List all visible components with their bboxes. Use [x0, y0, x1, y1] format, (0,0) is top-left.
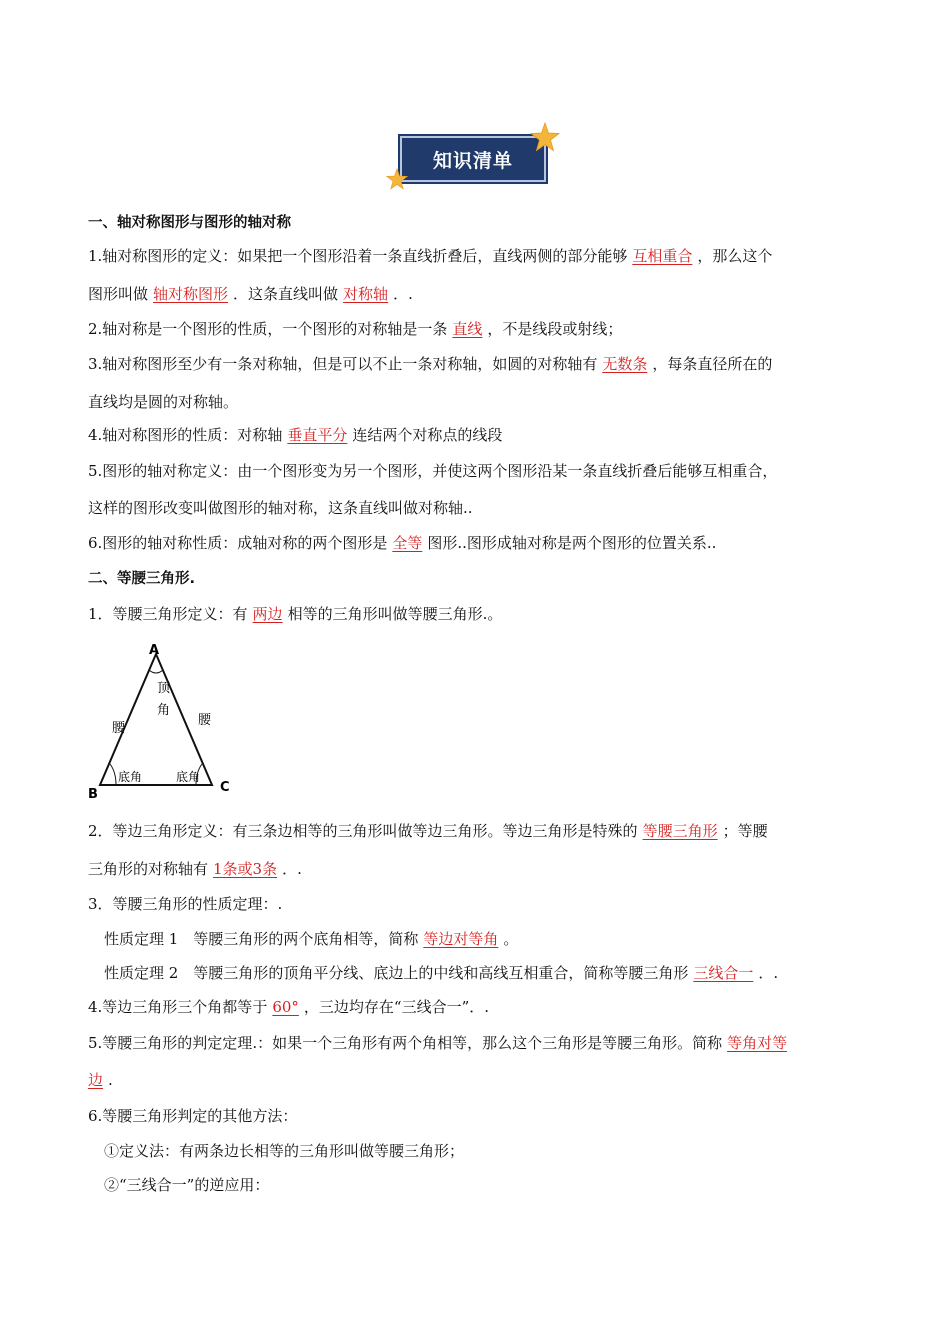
- text: ，每条直径所在的: [652, 355, 773, 373]
- text: 2.轴对称是一个图形的性质，一个图形的对称轴是一条: [88, 320, 448, 338]
- text: 性质定理 1 等腰三角形的两个底角相等，简称: [104, 930, 419, 948]
- apex-label-1: 顶: [157, 681, 171, 696]
- paragraph-1-cont: [88, 284, 413, 304]
- text: ，那么这个: [697, 247, 773, 265]
- apex-angle-arc: [149, 670, 163, 673]
- paragraph-1: [88, 246, 772, 266]
- section-heading-2: 二、等腰三角形.: [88, 571, 196, 587]
- theorem-1: [104, 929, 518, 949]
- answer-blank: 三线合一: [693, 964, 754, 982]
- answer-blank: 等腰三角形: [642, 822, 718, 840]
- section-heading-1: 一、轴对称图形与图形的轴对称: [88, 215, 291, 231]
- apex-label-2: 角: [157, 703, 171, 718]
- paragraph-3-cont: 直线均是圆的对称轴。: [88, 393, 239, 411]
- text: ．.: [282, 860, 302, 878]
- answer-blank: 垂直平分: [287, 426, 348, 444]
- text: 三角形的对称轴有: [88, 860, 209, 878]
- item-4: [88, 997, 489, 1017]
- theorem-2: [104, 963, 778, 983]
- paragraph-2: [88, 319, 622, 339]
- text: 性质定理 2 等腰三角形的顶角平分线、底边上的中线和高线互相重合，简称等腰三角形: [104, 964, 689, 982]
- answer-blank: 等角对等: [727, 1034, 788, 1052]
- text: ，三边均存在“三线合一”．.: [303, 998, 490, 1016]
- text: 连结两个对称点的线段: [352, 426, 503, 444]
- text: ．.: [758, 964, 779, 982]
- item-2: [88, 821, 768, 841]
- item-6: 6.等腰三角形判定的其他方法：: [88, 1107, 298, 1125]
- answer-blank: 轴对称图形: [153, 285, 229, 303]
- paragraph-6: [88, 533, 716, 553]
- item-1: [88, 604, 502, 624]
- item-2-cont: [88, 859, 302, 879]
- answer-blank: 无数条: [602, 355, 648, 373]
- answer-blank: 等边对等角: [423, 930, 499, 948]
- banner-title: 知识清单: [432, 149, 513, 172]
- text: ．这条直线叫做: [233, 285, 339, 303]
- text: 1．等腰三角形定义：有: [88, 605, 248, 623]
- text: 5.等腰三角形的判定定理.：如果一个三角形有两个角相等，那么这个三角形是等腰三角形。简称: [88, 1034, 723, 1052]
- text: 4.轴对称图形的性质：对称轴: [88, 426, 283, 444]
- star-icon: [386, 168, 408, 190]
- item-5: [88, 1033, 787, 1053]
- text: 。: [503, 930, 519, 948]
- base-angle-arc-left: [110, 764, 116, 785]
- triangle-shape: [100, 654, 212, 785]
- text: .: [108, 1071, 113, 1089]
- paragraph-4: [88, 425, 502, 445]
- method-1: ①定义法：有两条边长相等的三角形叫做等腰三角形；: [104, 1142, 465, 1160]
- base-angle-right-label: 底角: [176, 770, 201, 784]
- answer-blank: 边: [88, 1071, 104, 1089]
- answer-blank: 直线: [452, 320, 483, 338]
- text: 1.轴对称图形的定义：如果把一个图形沿着一条直线折叠后，直线两侧的部分能够: [88, 247, 628, 265]
- base-angle-left-label: 底角: [118, 770, 143, 784]
- text: 图形叫做: [88, 285, 149, 303]
- isosceles-triangle-diagram: [86, 640, 246, 805]
- answer-blank: 互相重合: [632, 247, 693, 265]
- text: 相等的三角形叫做等腰三角形.。: [287, 605, 503, 623]
- text: ；等腰: [722, 822, 768, 840]
- answer-blank: 1条或3条: [213, 860, 278, 878]
- method-2: ②“三线合一”的逆应用：: [104, 1176, 270, 1194]
- section-banner: [394, 124, 558, 194]
- paragraph-5-cont: 这样的图形改变叫做图形的轴对称，这条直线叫做对称轴..: [88, 499, 473, 517]
- leg-right-label: 腰: [198, 713, 212, 728]
- text: 图形..图形成轴对称是两个图形的位置关系..: [427, 534, 717, 552]
- paragraph-3: [88, 354, 772, 374]
- text: ．.: [393, 285, 413, 303]
- answer-blank: 两边: [252, 605, 283, 623]
- item-3: 3．等腰三角形的性质定理：.: [88, 895, 283, 913]
- item-5-cont: [88, 1070, 113, 1090]
- answer-blank: 60°: [272, 998, 299, 1016]
- answer-blank: 对称轴: [343, 285, 389, 303]
- leg-left-label: 腰: [112, 721, 126, 736]
- vertex-c-label: C: [220, 780, 230, 795]
- vertex-b-label: B: [88, 787, 98, 802]
- answer-blank: 全等: [392, 534, 423, 552]
- text: 4.等边三角形三个角都等于: [88, 998, 268, 1016]
- banner-box: [400, 136, 546, 182]
- star-icon: [530, 122, 560, 152]
- text: ，不是线段或射线；: [487, 320, 623, 338]
- text: 6.图形的轴对称性质：成轴对称的两个图形是: [88, 534, 388, 552]
- text: 2．等边三角形定义：有三条边相等的三角形叫做等边三角形。等边三角形是特殊的: [88, 822, 638, 840]
- vertex-a-label: A: [149, 643, 160, 658]
- paragraph-5: 5.图形的轴对称定义：由一个图形变为另一个图形，并使这两个图形沿某一条直线折叠后能够互相重合，: [88, 462, 778, 480]
- text: 3.轴对称图形至少有一条对称轴，但是可以不止一条对称轴，如圆的对称轴有: [88, 355, 598, 373]
